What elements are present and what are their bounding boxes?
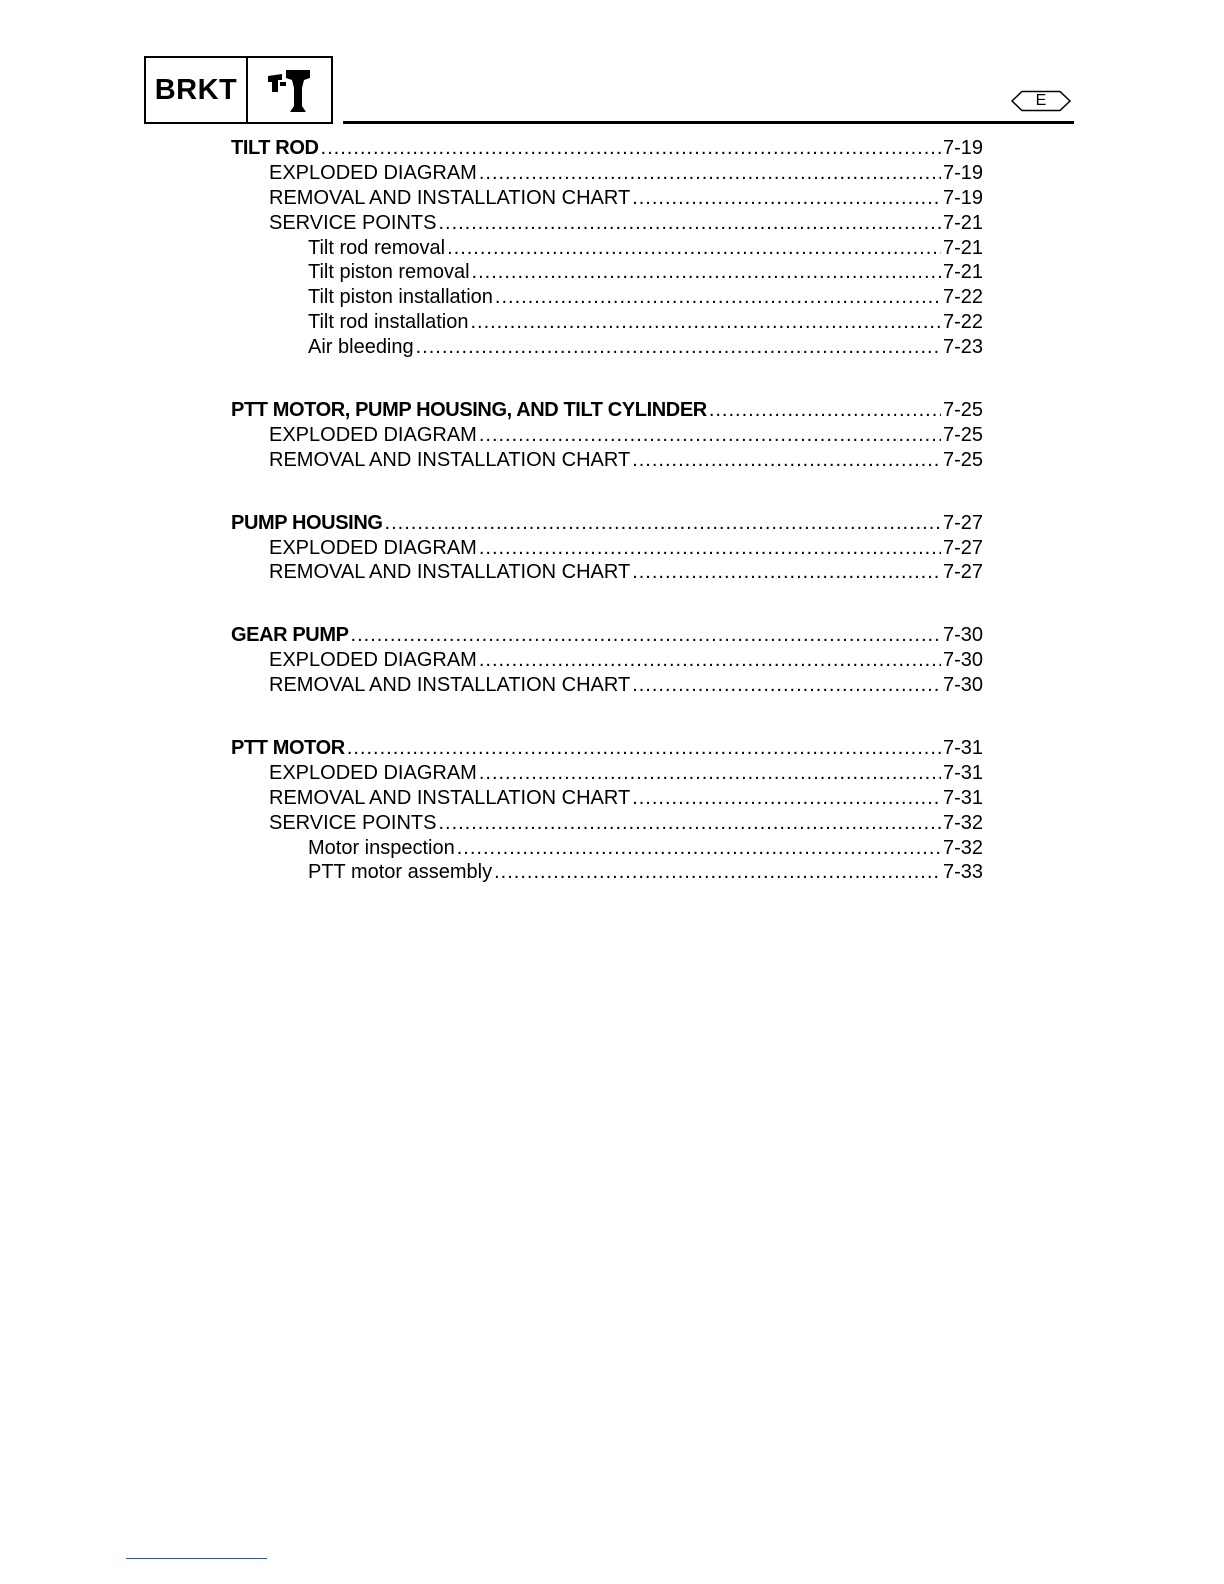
toc-entry-page: 7-22 [942, 286, 983, 309]
toc-entry-page: 7-33 [942, 861, 983, 884]
toc-entry-label: REMOVAL AND INSTALLATION CHART [269, 186, 631, 209]
toc-entry-label: Tilt rod installation [308, 311, 469, 334]
toc-entry[interactable] [231, 186, 983, 211]
toc-entry[interactable] [231, 786, 983, 811]
toc-section [231, 511, 983, 586]
toc-entry[interactable] [231, 560, 983, 585]
toc-entry-label: Tilt piston removal [308, 261, 470, 284]
dot-leader [709, 398, 941, 423]
dot-leader [479, 761, 941, 786]
toc-entry-label: PTT MOTOR [231, 737, 345, 760]
dot-leader [632, 786, 941, 811]
toc-section-heading[interactable] [231, 511, 983, 536]
dot-leader [632, 186, 941, 211]
dot-leader [457, 836, 941, 861]
toc-entry[interactable] [231, 423, 983, 448]
bracket-icon [248, 58, 331, 122]
dot-leader [494, 860, 941, 885]
dot-leader [472, 260, 941, 285]
toc-entry-page: 7-31 [942, 786, 983, 809]
toc-entry[interactable] [231, 310, 983, 335]
toc-entry-page: 7-27 [942, 511, 983, 534]
dot-leader [385, 511, 941, 536]
chapter-header-box [144, 56, 333, 124]
toc-entry-label: Air bleeding [308, 336, 414, 359]
toc-entry-label: EXPLODED DIAGRAM [269, 423, 477, 446]
toc-entry-page: 7-23 [942, 336, 983, 359]
dot-leader [632, 448, 941, 473]
dot-leader [416, 335, 941, 360]
toc-entry[interactable] [231, 211, 983, 236]
dot-leader [321, 136, 941, 161]
toc-entry-page: 7-32 [942, 811, 983, 834]
toc-entry-label: GEAR PUMP [231, 624, 349, 647]
toc-entry-label: Tilt rod removal [308, 236, 446, 259]
toc-entry-label: EXPLODED DIAGRAM [269, 649, 477, 672]
toc-section [231, 623, 983, 698]
toc-entry[interactable] [231, 761, 983, 786]
dot-leader [479, 161, 941, 186]
toc-entry[interactable] [231, 648, 983, 673]
toc-section-heading[interactable] [231, 736, 983, 761]
toc-section-heading[interactable] [231, 136, 983, 161]
toc-entry[interactable] [231, 536, 983, 561]
toc-entry-page: 7-19 [942, 137, 983, 159]
toc-entry-page: 7-31 [942, 761, 983, 784]
dot-leader [438, 811, 941, 836]
toc-entry[interactable] [231, 161, 983, 186]
dot-leader [479, 423, 941, 448]
toc-entry[interactable] [231, 836, 983, 861]
dot-leader [438, 211, 941, 236]
toc-entry-page: 7-25 [942, 423, 983, 446]
toc-entry-label: REMOVAL AND INSTALLATION CHART [269, 786, 631, 809]
toc-entry-label: EXPLODED DIAGRAM [269, 161, 477, 184]
toc-entry-page: 7-25 [942, 448, 983, 471]
toc-entry-label: EXPLODED DIAGRAM [269, 536, 477, 559]
toc-entry-page: 7-30 [942, 649, 983, 672]
dot-leader [470, 310, 941, 335]
toc-section [231, 736, 983, 885]
toc-entry-label: Motor inspection [308, 836, 455, 859]
dot-leader [479, 648, 941, 673]
toc-entry-page: 7-19 [942, 186, 983, 209]
toc-entry-label: PTT motor assembly [308, 861, 493, 884]
toc-entry-page: 7-21 [942, 211, 983, 234]
language-badge-letter: E [1035, 92, 1047, 109]
toc-entry-page: 7-30 [942, 624, 983, 647]
toc-entry[interactable] [231, 285, 983, 310]
toc-entry-label: REMOVAL AND INSTALLATION CHART [269, 448, 631, 471]
toc-entry-page: 7-22 [942, 311, 983, 334]
toc-entry-label: REMOVAL AND INSTALLATION CHART [269, 561, 631, 584]
toc-entry[interactable] [231, 335, 983, 360]
toc-section [231, 136, 983, 360]
dot-leader [347, 736, 941, 761]
header-rule [343, 121, 1074, 124]
toc-entry-label: SERVICE POINTS [269, 211, 437, 234]
toc-entry-page: 7-27 [942, 561, 983, 584]
toc-entry[interactable] [231, 260, 983, 285]
language-badge [1010, 90, 1072, 112]
toc-entry[interactable] [231, 811, 983, 836]
toc-entry-page: 7-27 [942, 536, 983, 559]
dot-leader [495, 285, 941, 310]
chapter-code: BRKT [146, 58, 248, 122]
toc-section-heading[interactable] [231, 398, 983, 423]
toc-entry-label: SERVICE POINTS [269, 811, 437, 834]
dot-leader [632, 560, 941, 585]
dot-leader [632, 673, 941, 698]
toc-entry-page: 7-30 [942, 674, 983, 697]
toc-entry-page: 7-21 [942, 236, 983, 259]
toc-entry[interactable] [231, 236, 983, 261]
footer-link-underline [126, 1558, 267, 1559]
table-of-contents [231, 136, 983, 923]
toc-entry[interactable] [231, 860, 983, 885]
dot-leader [351, 623, 941, 648]
dot-leader [479, 536, 941, 561]
toc-entry[interactable] [231, 673, 983, 698]
toc-section [231, 398, 983, 473]
dot-leader [447, 236, 941, 261]
toc-entry-label: Tilt piston installation [308, 286, 493, 309]
toc-entry-page: 7-25 [942, 399, 983, 422]
toc-entry-label: PUMP HOUSING [231, 511, 383, 534]
toc-entry-page: 7-32 [942, 836, 983, 859]
toc-entry-label: PTT MOTOR, PUMP HOUSING, AND TILT CYLINDER [231, 399, 707, 422]
toc-entry-label: EXPLODED DIAGRAM [269, 761, 477, 784]
toc-section-heading[interactable] [231, 623, 983, 648]
toc-entry-page: 7-21 [942, 261, 983, 284]
toc-entry-label: TILT ROD [231, 137, 319, 159]
toc-entry-page: 7-31 [942, 737, 983, 760]
toc-entry-page: 7-19 [942, 161, 983, 184]
toc-entry[interactable] [231, 448, 983, 473]
toc-entry-label: REMOVAL AND INSTALLATION CHART [269, 674, 631, 697]
